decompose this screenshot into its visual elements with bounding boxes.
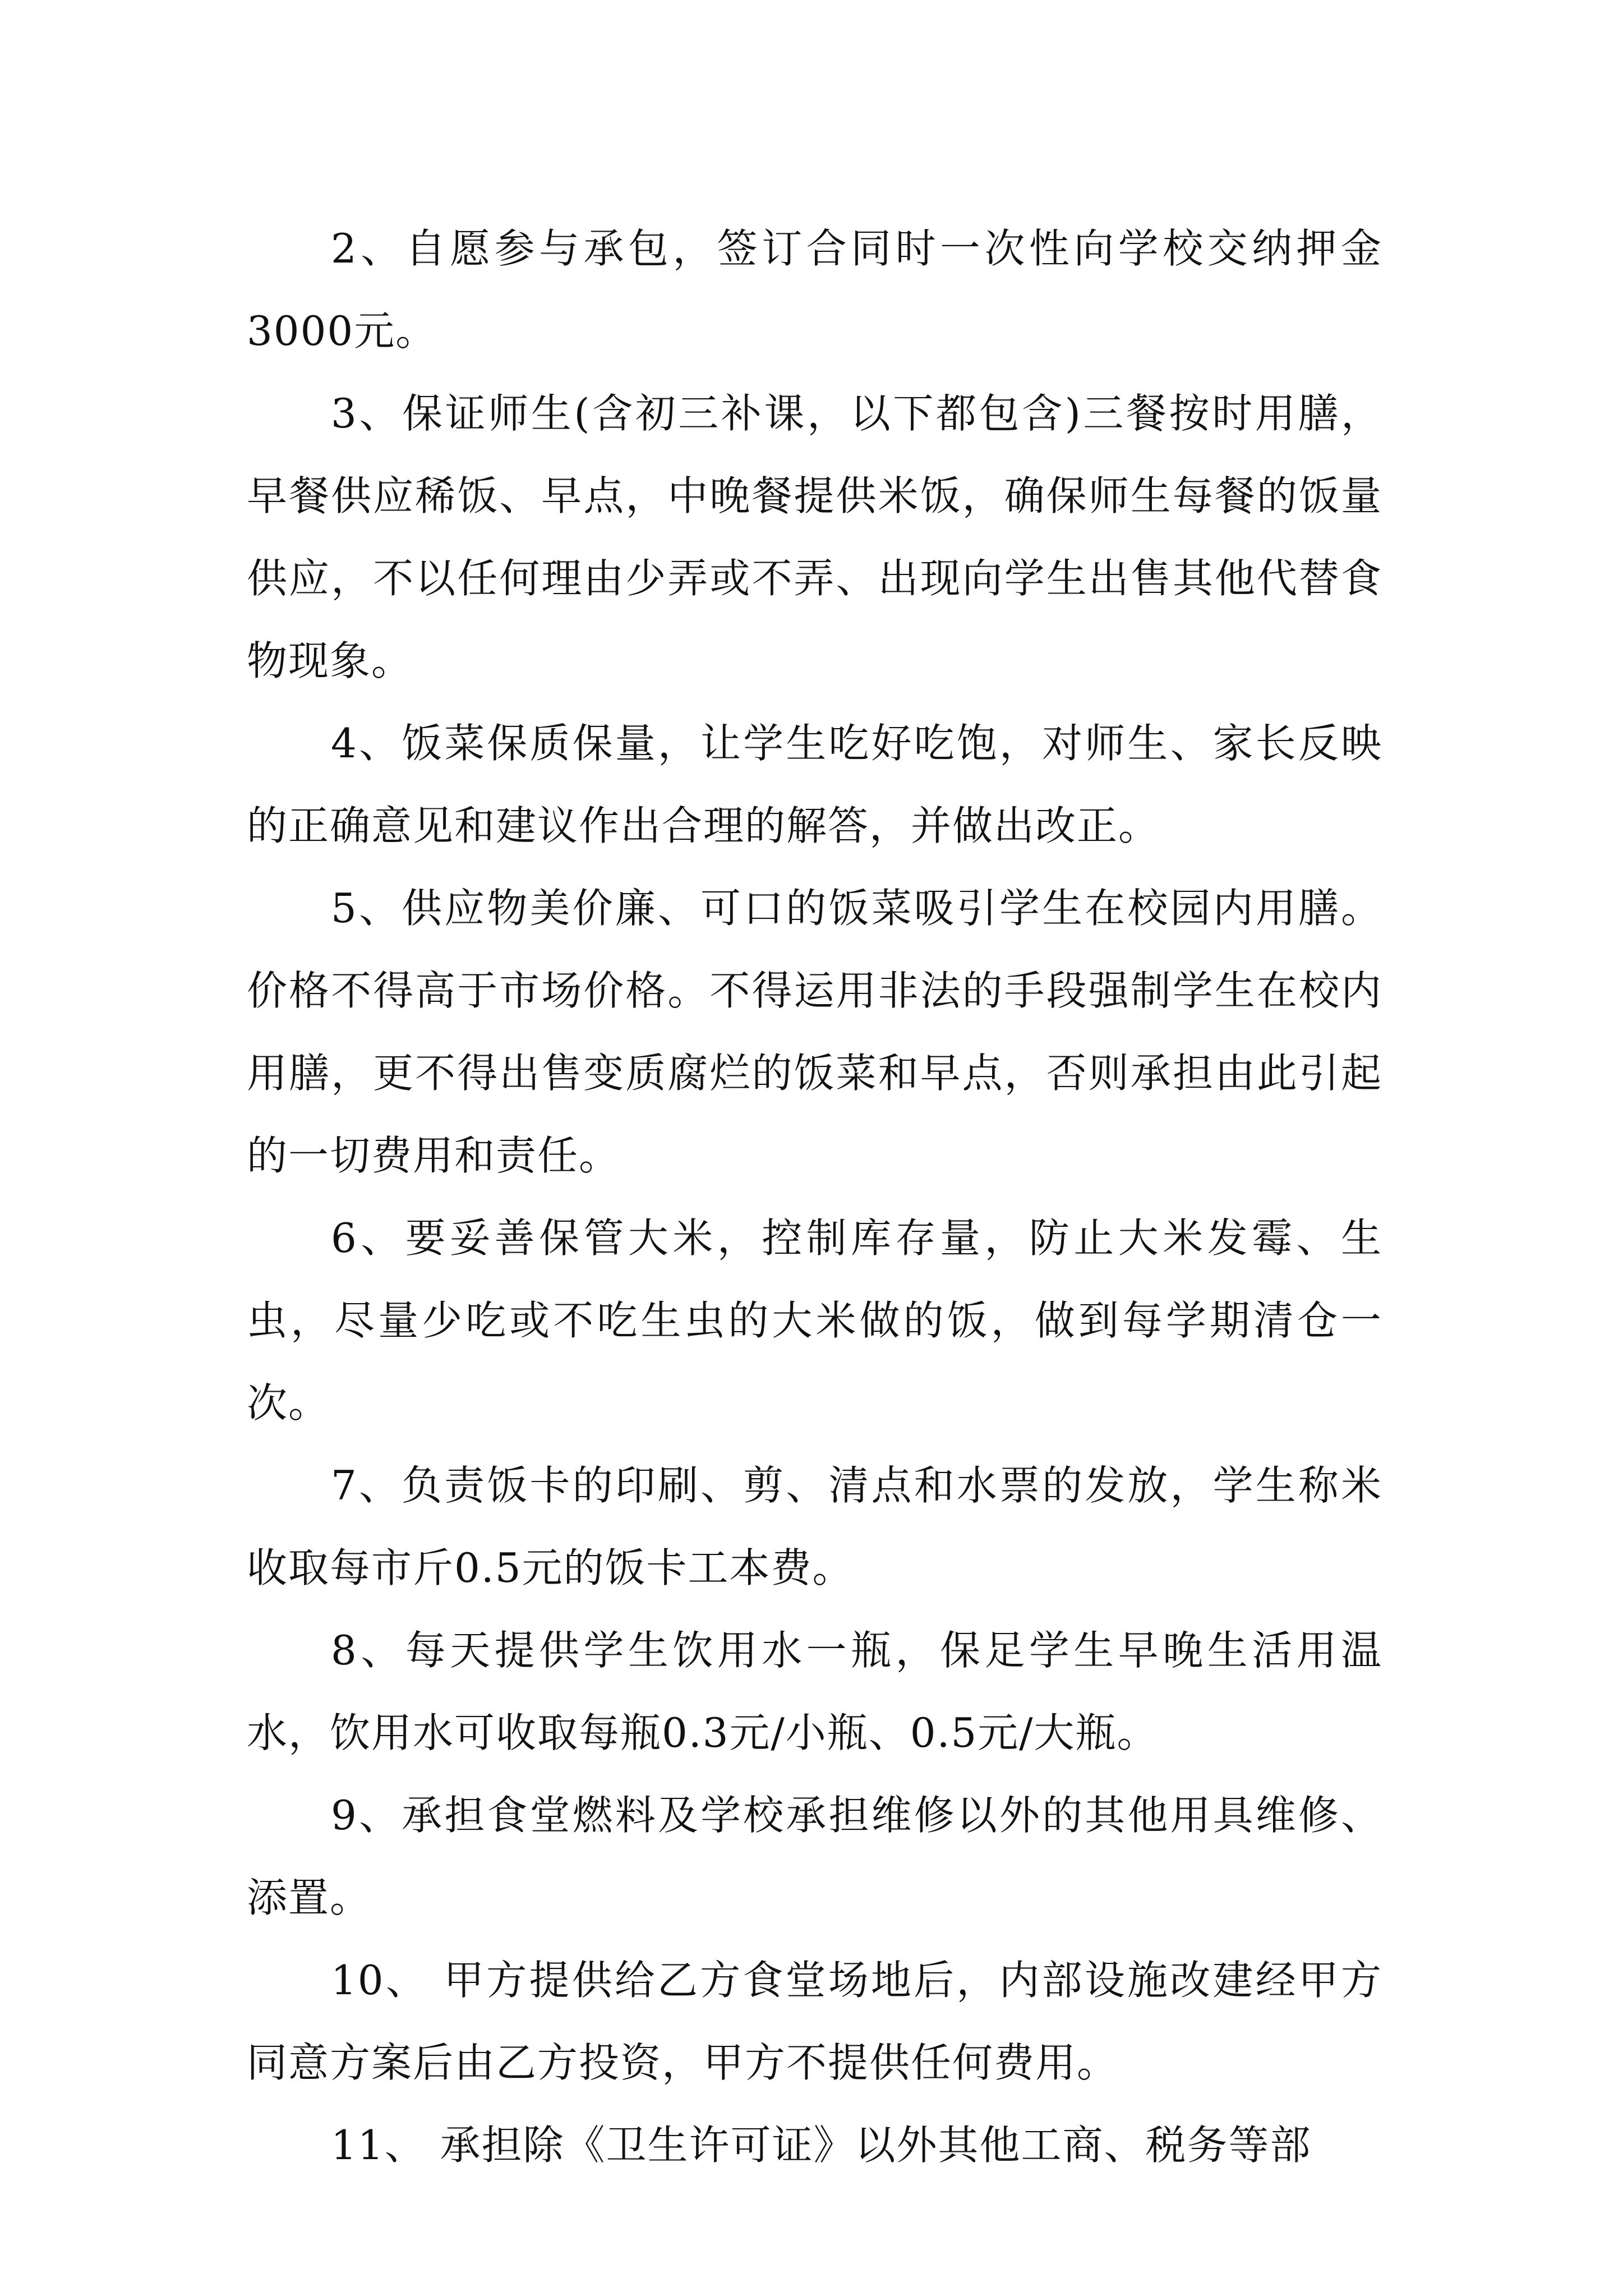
paragraph-item-11: 11、 承担除《卫生许可证》以外其他工商、税务等部 xyxy=(331,2122,1312,2169)
paragraph-item-9: 9、承担食堂燃料及学校承担维修以外的其他用具维修、添置。 xyxy=(247,1792,1382,1921)
paragraph-item-4: 4、饭菜保质保量，让学生吃好吃饱，对师生、家长反映的正确意见和建议作出合理的解答，并做出改正。 xyxy=(247,720,1382,849)
document-body xyxy=(247,208,1382,2187)
paragraph-item-6: 6、要妥善保管大米，控制库存量，防止大米发霉、生虫，尽量少吃或不吃生虫的大米做的饭，做到每学期清仓一次。 xyxy=(247,1214,1382,1427)
paragraph-item-7: 7、负责饭卡的印刷、剪、清点和水票的发放，学生称米收取每市斤0.5元的饭卡工本费。 xyxy=(247,1462,1382,1591)
paragraph-item-2: 2、自愿参与承包，签订合同时一次性向学校交纳押金3000元。 xyxy=(247,225,1382,355)
paragraph-item-8: 8、每天提供学生饮用水一瓶，保足学生早晚生活用温水，饮用水可收取每瓶0.3元/小瓶、0.5元/大瓶。 xyxy=(247,1627,1382,1756)
paragraph-item-5: 5、供应物美价廉、可口的饭菜吸引学生在校园内用膳。价格不得高于市场价格。不得运用非法的手段强制学生在校内用膳，更不得出售变质腐烂的饭菜和早点，否则承担由此引起的一切费用和责任。 xyxy=(247,885,1382,1179)
paragraph-item-3: 3、保证师生(含初三补课，以下都包含)三餐按时用膳，早餐供应稀饭、早点，中晚餐提供米饭，确保师生每餐的饭量供应，不以任何理由少弄或不弄、出现向学生出售其他代替食物现象。 xyxy=(247,390,1382,684)
paragraph-item-10: 10、 甲方提供给乙方食堂场地后，内部设施改建经甲方同意方案后由乙方投资，甲方不提供任何费用。 xyxy=(247,1957,1382,2086)
